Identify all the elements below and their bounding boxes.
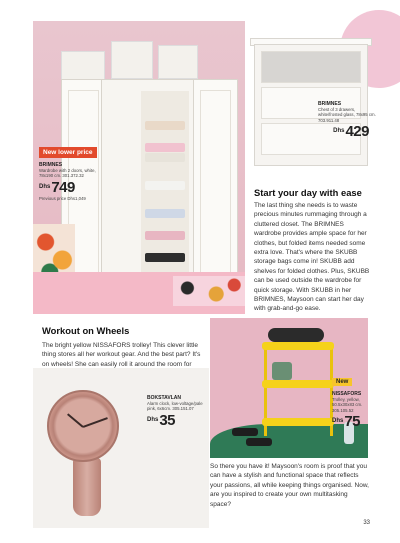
clock-price-tag (147, 392, 207, 428)
product-description: Trolley, yellow, 50.5x30x83 cm. 305.105.52 (332, 397, 363, 413)
dresser-drawer (261, 51, 361, 83)
section-heading-start-day: Start your day with ease (254, 187, 362, 198)
section-body-workout: The bright yellow NISSAFORS trolley! This clever little thing stores all her workout gear. And the best part? It's on wheels! She can easily roll it around the room for (42, 342, 201, 368)
trolley-tier-middle (262, 380, 334, 388)
storage-box (111, 41, 153, 79)
price-currency: Dhs (39, 183, 51, 190)
clock-stand (73, 458, 101, 516)
gym-bag (272, 362, 292, 380)
product-name: BRIMNES (318, 101, 342, 107)
price-currency: Dhs (147, 416, 159, 423)
product-price (39, 180, 109, 195)
price-amount: 429 (345, 122, 369, 140)
previous-price-note: Previous price Dhs1,049 (39, 195, 86, 201)
product-price (332, 414, 372, 429)
product-name: NISSAFORS (332, 391, 362, 397)
product-description: Alarm clock, low-voltage/pale pink, 6x6cm. 305.151.07 (147, 401, 203, 412)
clock-icon (47, 390, 119, 462)
price-amount: 35 (159, 411, 176, 429)
storage-box (61, 51, 105, 81)
section-heading-workout: Workout on Wheels (42, 325, 130, 336)
new-badge: New (332, 378, 352, 386)
trolley-price-tag (332, 370, 372, 429)
product-description: Wardrobe with 2 doors, white, 78x190 cm. 301.372.32 (39, 168, 96, 179)
patterned-cushion (173, 276, 245, 306)
yoga-mat (268, 328, 324, 342)
price-amount: 749 (51, 178, 75, 196)
product-name: BOKSTAVLAN (147, 395, 181, 401)
price-amount: 75 (344, 412, 361, 430)
new-lower-price-badge: New lower price (39, 147, 97, 158)
page-number: 33 (363, 520, 370, 526)
wardrobe-price-tag (39, 141, 109, 201)
price-currency: Dhs (333, 127, 345, 134)
product-name: BRIMNES (39, 162, 63, 168)
trolley-tier-bottom (262, 418, 334, 426)
trolley-tier-top (262, 342, 334, 350)
dresser-price-tag (318, 98, 378, 139)
product-price (147, 413, 207, 428)
dumbbell (246, 438, 272, 446)
product-price (318, 124, 369, 139)
dumbbell (232, 428, 258, 436)
price-currency: Dhs (332, 417, 344, 424)
closing-paragraph: So there you have it! Maysoon's room is proof that you can have a stylish and functional space that reflects your passions, all while keeping things organised. Now, are you inspired to create your own multitasking space? (210, 463, 369, 508)
storage-box (158, 45, 198, 79)
section-body-start-day: The last thing she needs is to waste precious minutes rummaging through a cluttered closet. The BRIMNES wardrobe provides ample space for her clothes, but folded items needed some extra love. That's where the SKUBB storage bags come in! SKUBB add shelves for folded clothes. Plus, SKUBB can be used outside the wardrobe for quick storage. With SKUBB in her BRIMNES, Maysoon can start her day with grab-and-go ease. (254, 202, 370, 313)
product-description: Chest of 3 drawers, white/frosted glass, 78x95 cm. 703.911.48 (318, 107, 376, 123)
skubb-shelf-organiser (141, 91, 189, 291)
